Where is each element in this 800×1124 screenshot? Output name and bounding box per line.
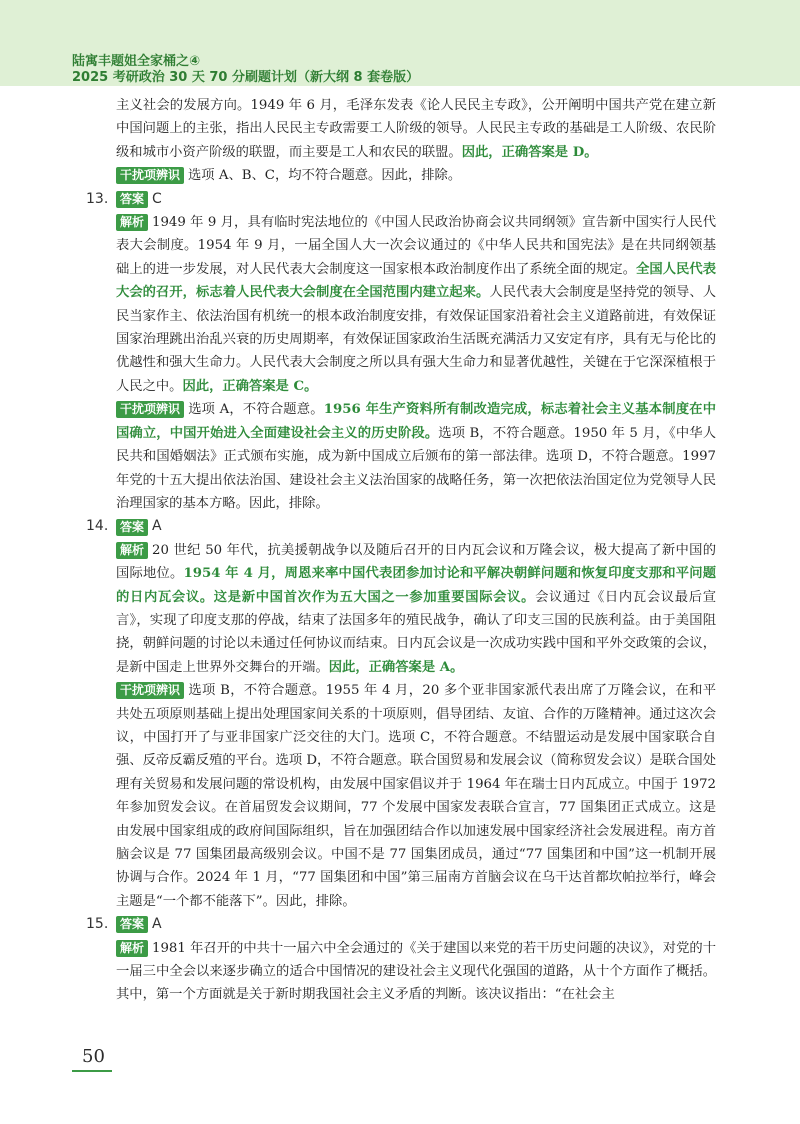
question-14-header bbox=[86, 515, 716, 538]
answer-value: A bbox=[152, 916, 162, 933]
distractor-tag: 干扰项辨识 bbox=[116, 682, 184, 699]
answer-value: A bbox=[152, 518, 162, 535]
analysis-block: 解析 1949 年 9 月，具有临时宪法地位的《中国人民政治协商会议共同纲领》宣告新中国实行人民代表大会制度。1954 年 9 月，一届全国人大一次会议通过的《中华人民共和国宪法》是在共同纲领基础上的进一步发展，对人民代表大会制度这一国家根本政治制度作出了系统全面的规定。全国人民代表大会的召开，标志着人民代表大会制度在全国范围内建立起来。人民代表大会制度是坚持党的领导、人民当家作主、依法治国有机统一的根本政治制度安排，有效保证国家沿着社会主义道路前进，有效保证国家治理跳出治乱兴衰的历史周期率，有效保证国家政治生活既充满活力又安定有序，具有无与伦比的优越性和强大生命力。人民代表大会制度之所以具有强大生命力和显著优越性，关键在于它深深植根于人民之中。因此，正确答案是 C。 bbox=[116, 215, 717, 394]
distractor-tag: 干扰项辨识 bbox=[116, 401, 184, 418]
analysis-tag: 解析 bbox=[116, 214, 148, 231]
distractor-block: 干扰项辨识 选项 A、B、C，均不符合题意。因此，排除。 bbox=[86, 164, 716, 187]
page-number-underline bbox=[72, 1070, 112, 1072]
analysis-tag: 解析 bbox=[116, 542, 148, 559]
highlight-text: 因此，正确答案是 C。 bbox=[182, 378, 318, 394]
answer-tag: 答案 bbox=[116, 519, 148, 536]
page-number: 50 bbox=[82, 1046, 105, 1067]
analysis-block: 解析 20 世纪 50 年代，抗美援朝战争以及随后召开的日内瓦会议和万隆会议，极大提高了新中国的国际地位。1954 年 4 月，周恩来率中国代表团参加讨论和平解决朝鲜问题和恢复印度支那和平问题的日内瓦会议。这是新中国首次作为五大国之一参加重要国际会议。会议通过《日内瓦会议最后宣言》，实现了印度支那的停战，结束了法国多年的殖民战争，确认了印支三国的民族利益。由于美国阻挠，朝鲜问题的讨论以未通过任何协议而结束。日内瓦会议是一次成功实践中国和平外交政策的会议，是新中国走上世界外交舞台的开端。因此，正确答案是 A。 bbox=[116, 542, 717, 675]
page-body bbox=[86, 94, 716, 1007]
question-number: 13. bbox=[86, 190, 109, 207]
continued-paragraph: 主义社会的发展方向。1949 年 6 月，毛泽东发表《论人民民主专政》，公开阐明中国共产党在建立新中国问题上的主张，指出人民民主专政需要工人阶级的领导。人民民主专政的基础是工人阶级、农民阶级和城市小资产阶级的联盟，而主要是工人和农民的联盟。因此，正确答案是 D。 bbox=[116, 98, 716, 160]
distractor-block: 干扰项辨识 选项 A，不符合题意。1956 年生产资料所有制改造完成，标志着社会主义基本制度在中国确立，中国开始进入全面建设社会主义的历史阶段。选项 B，不符合题意。1950 年 5 月，《中华人民共和国婚姻法》正式颁布实施，成为新中国成立后颁布的第一部法律。选项 D，不符合题意。1997 年党的十五大提出依法治国、建设社会主义法治国家的战略任务，第一次把依法治国定位为党领导人民治理国家的基本方略。因此，排除。 bbox=[116, 402, 717, 511]
question-15-header bbox=[86, 913, 716, 936]
highlight-text: 因此，正确答案是 A。 bbox=[328, 659, 464, 675]
highlight-text: 因此，正确答案是 D。 bbox=[461, 144, 598, 160]
analysis-tag: 解析 bbox=[116, 940, 148, 957]
answer-tag: 答案 bbox=[116, 916, 148, 933]
answer-value: C bbox=[152, 190, 162, 207]
book-title: 2025 考研政治 30 天 70 分刷题计划（新大纲 8 套卷版） bbox=[72, 70, 420, 85]
answer-tag: 答案 bbox=[116, 191, 148, 208]
highlight-text: 全国人民代表大会的召开，标志着人民代表大会制度在全国范围内建立起来。 bbox=[116, 261, 716, 301]
question-number: 15. bbox=[86, 916, 109, 933]
question-number: 14. bbox=[86, 518, 109, 535]
book-series-title: 陆寓丰题姐全家桶之④ bbox=[72, 54, 201, 69]
analysis-block: 解析 1981 年召开的中共十一届六中全会通过的《关于建国以来党的若干历史问题的决议》，对党的十一届三中全会以来逐步确立的适合中国情况的建设社会主义现代化强国的道路，从十个方面作了概括。其中，第一个方面就是关于新时期我国社会主义矛盾的判断。该决议指出：“在社会主 bbox=[116, 940, 716, 1003]
highlight-text: 1954 年 4 月，周恩来率中国代表团参加讨论和平解决朝鲜问题和恢复印度支那和平问题的日内瓦会议。这是新中国首次作为五大国之一参加重要国际会议。 bbox=[116, 566, 716, 605]
distractor-block: 干扰项辨识 选项 B，不符合题意。1955 年 4 月，20 多个亚非国家派代表出席了万隆会议，在和平共处五项原则基础上提出处理国家间关系的十项原则，倡导团结、友谊、合作的万隆精神。通过这次会议，中国打开了与亚非国家广泛交往的大门。选项 C，不符合题意。不结盟运动是发展中国家联合自强、反帝反霸反殖的平台。选项 D，不符合题意。联合国贸易和发展会议（简称贸发会议）是联合国处理有关贸易和发展问题的常设机构，由发展中国家倡议并于 1964 年在瑞士日内瓦成立。中国于 1972 年参加贸发会议。在首届贸发会议期间，77 个发展中国家发表联合宣言，77 国集团正式成立。这是由发展中国家组成的政府间国际组织，旨在加强团结合作以加速发展中国家经济社会发展进程。南方首脑会议是 77 国集团最高级别会议。中国不是 77 国集团成员，通过“77 国集团和中国”这一机制开展协调与合作。2024 年 1 月，“77 国集团和中国”第三届南方首脑会议在乌干达首都坎帕拉举行，峰会主题是“一个都不能落下”。因此，排除。 bbox=[116, 683, 716, 909]
highlight-text: 1956 年生产资料所有制改造完成，标志着社会主义基本制度在中国确立，中国开始进入全面建设社会主义的历史阶段。 bbox=[116, 402, 716, 441]
page-header bbox=[0, 0, 800, 86]
distractor-tag: 干扰项辨识 bbox=[116, 167, 184, 184]
question-13-header bbox=[86, 188, 716, 211]
